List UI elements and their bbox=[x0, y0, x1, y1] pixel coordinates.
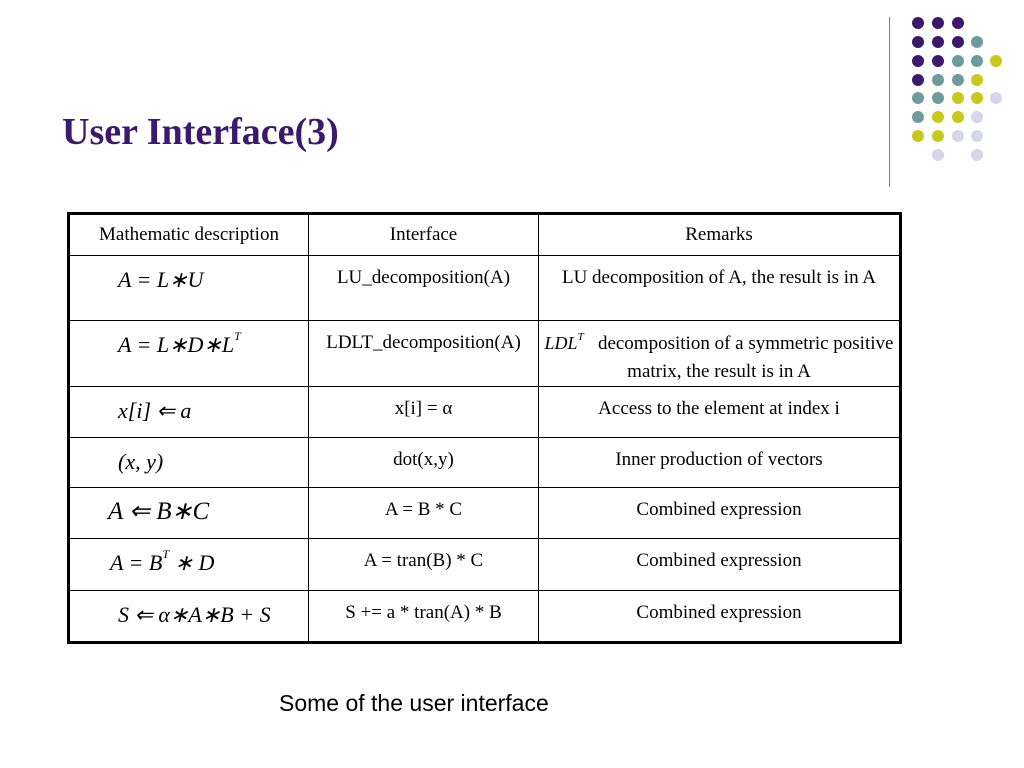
decor-dot bbox=[912, 74, 924, 86]
decor-dot bbox=[990, 92, 1002, 104]
header-remarks: Remarks bbox=[539, 214, 901, 256]
remarks-math-base: LDL bbox=[544, 333, 578, 353]
interface-cell: S += a * tran(A) * B bbox=[309, 591, 539, 643]
decor-dot bbox=[932, 111, 944, 123]
decor-dot bbox=[952, 36, 964, 48]
interface-cell: dot(x,y) bbox=[309, 438, 539, 488]
header-interface: Interface bbox=[309, 214, 539, 256]
decor-dot bbox=[971, 74, 983, 86]
math-cell bbox=[69, 438, 309, 488]
decor-dot bbox=[990, 55, 1002, 67]
math-superscript: T bbox=[234, 329, 241, 343]
remarks-cell: LU decomposition of A, the result is in A bbox=[539, 256, 901, 321]
math-cell bbox=[69, 591, 309, 643]
math-superscript: T bbox=[162, 547, 170, 561]
table-row bbox=[69, 591, 901, 643]
table-row bbox=[69, 488, 901, 539]
decor-dot bbox=[952, 74, 964, 86]
decor-dot bbox=[971, 92, 983, 104]
decor-dot bbox=[952, 92, 964, 104]
decor-dot bbox=[952, 111, 964, 123]
header-math-description: Mathematic description bbox=[69, 214, 309, 256]
math-expression: x[i] ⇐ a bbox=[118, 398, 192, 423]
math-expression: A = L∗D∗L bbox=[118, 332, 235, 357]
remarks-cell: Combined expression bbox=[539, 488, 901, 539]
decorative-divider-line bbox=[889, 17, 890, 187]
decor-dot bbox=[971, 149, 983, 161]
table-row bbox=[69, 256, 901, 321]
decor-dot bbox=[952, 55, 964, 67]
decor-dot bbox=[932, 17, 944, 29]
interface-cell: LU_decomposition(A) bbox=[309, 256, 539, 321]
decor-dot bbox=[932, 36, 944, 48]
remarks-math-superscript: T bbox=[577, 331, 584, 343]
decor-dot bbox=[952, 130, 964, 142]
math-expression: A = B bbox=[110, 550, 163, 575]
table-row bbox=[69, 438, 901, 488]
remarks-cell: Combined expression bbox=[539, 539, 901, 591]
decor-dot bbox=[912, 92, 924, 104]
decor-dot bbox=[932, 74, 944, 86]
decor-dot bbox=[971, 55, 983, 67]
math-cell bbox=[69, 321, 309, 387]
decor-dot bbox=[932, 92, 944, 104]
table-row bbox=[69, 387, 901, 438]
slide-caption: Some of the user interface bbox=[279, 690, 549, 716]
decorative-dot-grid bbox=[0, 0, 1024, 200]
decor-dot bbox=[971, 111, 983, 123]
math-expression: A ⇐ B∗C bbox=[108, 498, 210, 525]
interface-cell: A = tran(B) * C bbox=[309, 539, 539, 591]
slide-title: User Interface(3) bbox=[62, 111, 339, 153]
remarks-cell: Access to the element at index i bbox=[539, 387, 901, 438]
interface-cell: x[i] = α bbox=[309, 387, 539, 438]
math-expression: A = L∗U bbox=[118, 267, 204, 292]
decor-dot bbox=[971, 130, 983, 142]
interface-table-wrapper bbox=[67, 212, 899, 640]
remarks-cell bbox=[539, 321, 901, 387]
table-row bbox=[69, 539, 901, 591]
decor-dot bbox=[932, 149, 944, 161]
table-header-row bbox=[69, 214, 901, 256]
remarks-text: decomposition of a symmetric positive matrix, the result is in A bbox=[597, 333, 894, 382]
decor-dot bbox=[952, 17, 964, 29]
interface-cell: A = B * C bbox=[309, 488, 539, 539]
interface-cell: LDLT_decomposition(A) bbox=[309, 321, 539, 387]
remarks-cell: Combined expression bbox=[539, 591, 901, 643]
interface-table bbox=[67, 212, 902, 644]
decor-dot bbox=[932, 130, 944, 142]
math-cell bbox=[69, 539, 309, 591]
remarks-cell: Inner production of vectors bbox=[539, 438, 901, 488]
math-cell bbox=[69, 387, 309, 438]
decor-dot bbox=[912, 36, 924, 48]
math-expression-tail: ∗ D bbox=[169, 550, 215, 575]
decor-dot bbox=[912, 55, 924, 67]
math-cell bbox=[69, 256, 309, 321]
math-expression: (x, y) bbox=[118, 449, 164, 474]
table-row bbox=[69, 321, 901, 387]
decor-dot bbox=[912, 130, 924, 142]
decor-dot bbox=[971, 36, 983, 48]
remarks-math bbox=[545, 333, 584, 353]
decor-dot bbox=[932, 55, 944, 67]
decor-dot bbox=[912, 111, 924, 123]
math-cell bbox=[69, 488, 309, 539]
decor-dot bbox=[912, 17, 924, 29]
math-expression: S ⇐ α∗A∗B + S bbox=[118, 602, 271, 627]
